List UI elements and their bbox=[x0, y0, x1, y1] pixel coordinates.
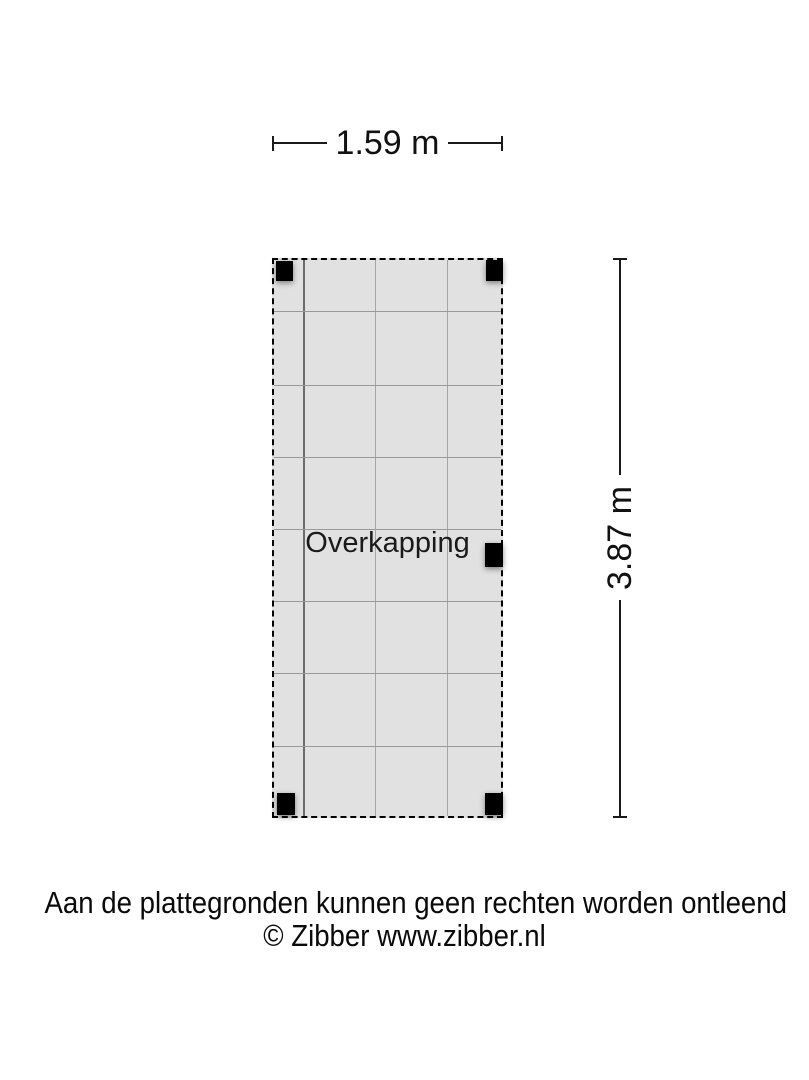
footer-disclaimer: Aan de plattegronden kunnen geen rechten worden ontleend bbox=[44, 885, 787, 920]
dimension-line-segment bbox=[619, 600, 621, 816]
grid-line-horizontal bbox=[274, 746, 501, 747]
grid-line-horizontal bbox=[274, 601, 501, 602]
post-top-left bbox=[276, 261, 293, 281]
post-bottom-right bbox=[485, 793, 503, 815]
dimension-line-segment bbox=[274, 142, 327, 144]
dimension-tick-right bbox=[501, 136, 503, 151]
height-dimension-label: 3.87 m bbox=[601, 486, 639, 590]
height-dimension bbox=[601, 258, 639, 818]
grid-line-horizontal bbox=[274, 385, 501, 386]
dimension-line-segment bbox=[619, 260, 621, 475]
width-dimension-label: 1.59 m bbox=[335, 124, 440, 162]
post-bottom-left bbox=[277, 793, 295, 815]
floor-plan bbox=[272, 258, 503, 818]
room-label: Overkapping bbox=[305, 527, 470, 559]
grid-line-horizontal bbox=[274, 457, 501, 458]
dimension-line-segment bbox=[448, 142, 501, 144]
post-top-right bbox=[486, 260, 503, 281]
width-dimension bbox=[272, 126, 503, 160]
footer bbox=[0, 886, 809, 952]
dimension-tick-bottom bbox=[613, 816, 627, 818]
grid-line-horizontal bbox=[274, 673, 501, 674]
grid-line-horizontal bbox=[274, 311, 501, 312]
footer-copyright: © Zibber www.zibber.nl bbox=[263, 918, 546, 953]
